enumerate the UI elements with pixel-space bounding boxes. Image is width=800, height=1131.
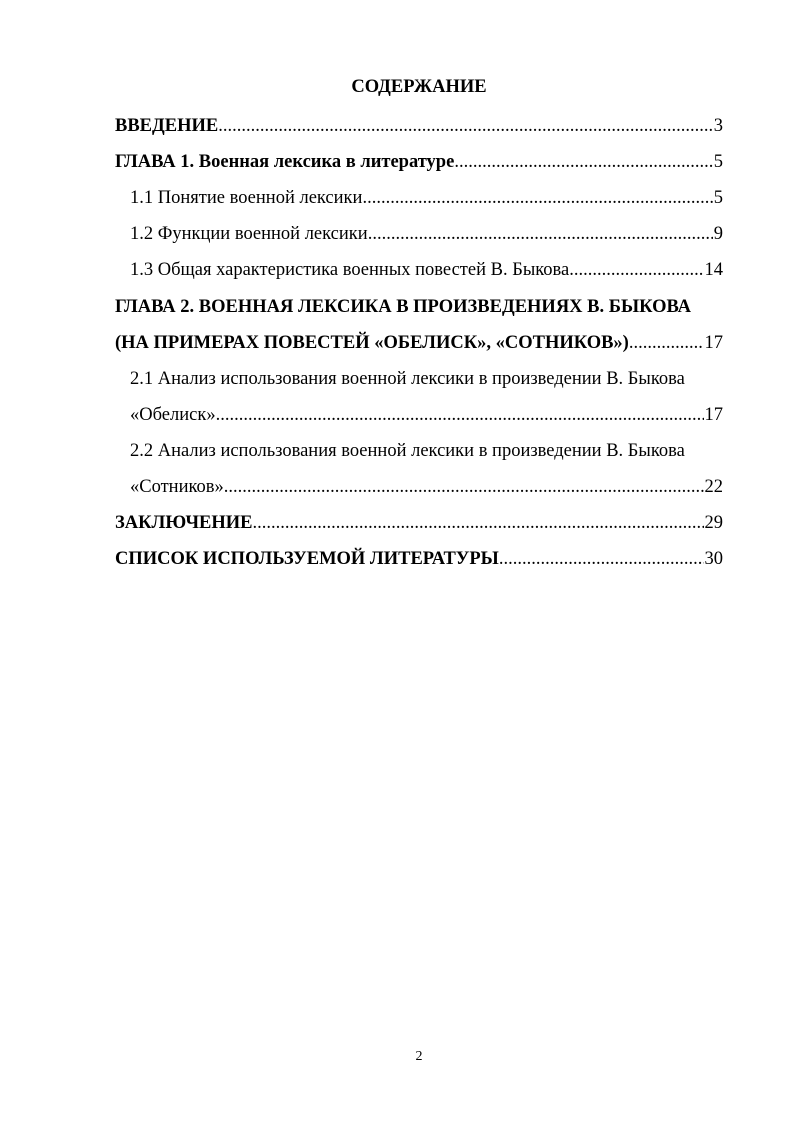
toc-entry-section-1-1 [115,180,723,216]
dot-leader [216,397,704,433]
dot-leader [629,325,704,361]
dot-leader [454,144,712,180]
dot-leader [218,108,713,144]
toc-entry-chapter-2-line1: ГЛАВА 2. ВОЕННАЯ ЛЕКСИКА В ПРОИЗВЕДЕНИЯХ В. БЫКОВА [115,297,692,317]
toc-entry-label: (НА ПРИМЕРАХ ПОВЕСТЕЙ «ОБЕЛИСК», «СОТНИКОВ») [115,333,629,353]
toc-entry-section-2-2 [115,469,723,505]
toc-entry-section-1-3 [115,252,723,288]
toc-entry-page: 29 [704,513,723,533]
toc-entry-section-2-2-line1: 2.2 Анализ использования военной лексики в произведении В. Быкова [130,441,685,461]
toc-entry-label: «Сотников» [130,477,224,497]
toc-entry-label: «Обелиск» [130,405,216,425]
toc-entry-label: 1.3 Общая характеристика военных повестей В. Быкова [130,260,570,280]
dot-leader [224,469,704,505]
toc-entry-label: ГЛАВА 1. Военная лексика в литературе [115,152,455,172]
dot-leader [362,180,712,216]
toc-title: СОДЕРЖАНИЕ [351,77,487,97]
toc-entry-page: 17 [704,333,723,353]
toc-entry-page: 5 [713,188,723,208]
toc-entry-label: ЗАКЛЮЧЕНИЕ [115,513,253,533]
toc-entry-bibliography [115,541,723,577]
table-of-contents [115,108,723,577]
toc-entry-page: 5 [713,152,723,172]
toc-entry-page: 9 [713,224,723,244]
dot-leader [253,505,704,541]
dot-leader [368,216,713,252]
toc-entry-page: 17 [704,405,723,425]
toc-entry-page: 14 [704,260,723,280]
toc-entry-chapter-1 [115,144,723,180]
toc-entry-label: ВВЕДЕНИЕ [115,116,219,136]
toc-entry-page: 3 [713,116,723,136]
page-number: 2 [415,1049,423,1064]
dot-leader [499,541,704,577]
toc-entry-chapter-2 [115,325,723,361]
toc-entry-section-2-1-line1: 2.1 Анализ использования военной лексики в произведении В. Быкова [130,369,685,389]
toc-entry-label: 1.2 Функции военной лексики [130,224,368,244]
toc-entry-section-2-1 [115,397,723,433]
dot-leader [569,252,703,288]
toc-entry-label: 1.1 Понятие военной лексики [130,188,363,208]
toc-entry-label: СПИСОК ИСПОЛЬЗУЕМОЙ ЛИТЕРАТУРЫ [115,549,499,569]
toc-entry-section-1-2 [115,216,723,252]
toc-entry-page: 22 [704,477,723,497]
toc-entry-page: 30 [704,549,723,569]
toc-entry-conclusion [115,505,723,541]
toc-entry-introduction [115,108,723,144]
